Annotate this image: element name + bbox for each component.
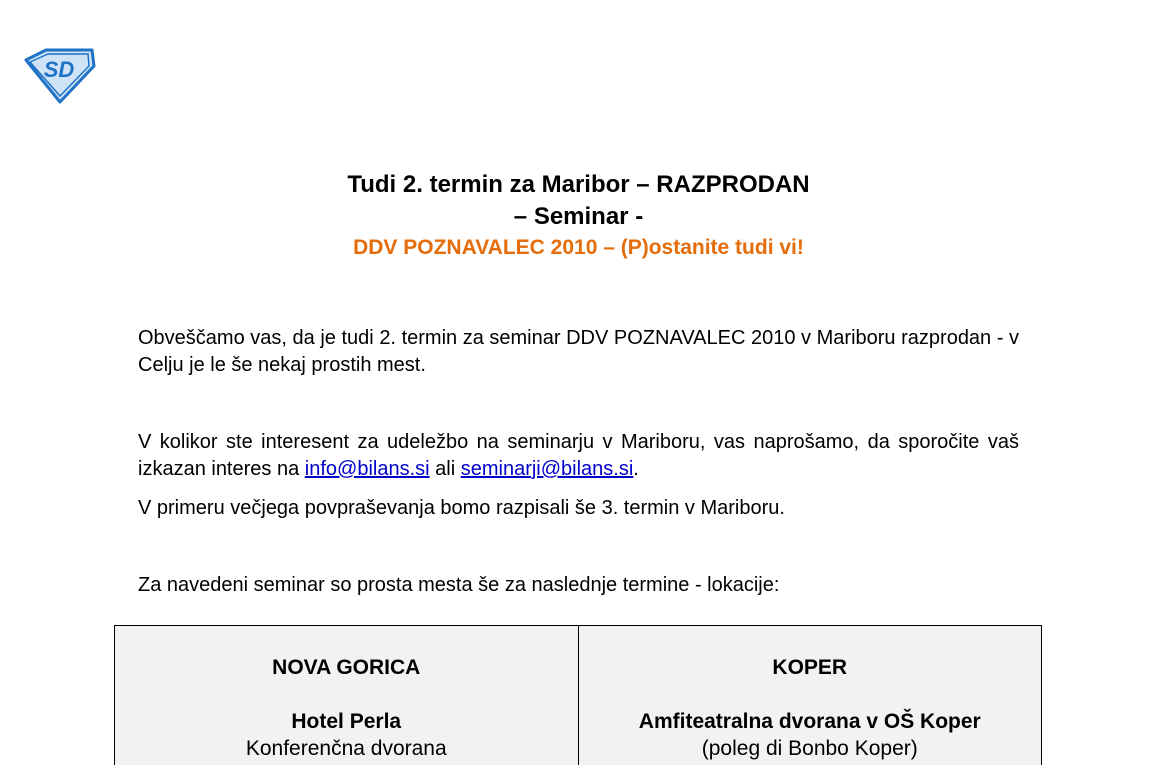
venue-cell-nova-gorica [115,626,578,765]
paragraph-third-term: V primeru večjega povpraševanja bomo razpisali še 3. termin v Mariboru. [138,497,785,519]
heading-line-1: Tudi 2. termin za Maribor – RAZPRODAN [347,171,810,198]
info-email-link[interactable]: info@bilans.si [304,458,430,480]
venue-room: Konferenčna dvorana [245,737,447,760]
venue-hotel: Hotel Perla [291,710,402,733]
venue-hotel: Amfiteatralna dvorana v OŠ Koper [638,710,981,733]
interest-join: ali [435,458,456,480]
venues-table [114,625,1042,765]
heading-line-2: – Seminar - [513,203,644,230]
interest-end: . [633,458,639,480]
venue-city: KOPER [772,656,848,679]
interest-text: V kolikor ste interesent za udeležbo na seminarju v Mariboru, vas naprošamo, da sporočite vaš izkazan interes na [138,431,1019,480]
seminarji-email-link[interactable]: seminarji@bilans.si [460,458,634,480]
paragraph-locations: Za navedeni seminar so prosta mesta še za naslednje termine - lokacije: [138,574,780,596]
venue-room: (poleg di Bonbo Koper) [701,737,918,760]
venue-cell-koper [578,626,1042,765]
venue-city: NOVA GORICA [272,656,421,679]
logo-letters: SD [43,57,75,82]
heading-line-3: DDV POZNAVALEC 2010 – (P)ostanite tudi vi! [353,236,804,259]
paragraph-interest [138,429,1019,483]
paragraph-sold-out: Obveščamo vas, da je tudi 2. termin za seminar DDV POZNAVALEC 2010 v Mariboru razprodan - v Celju je le še nekaj prostih mest. [138,327,1019,376]
sd-shield-logo-icon [22,48,96,104]
